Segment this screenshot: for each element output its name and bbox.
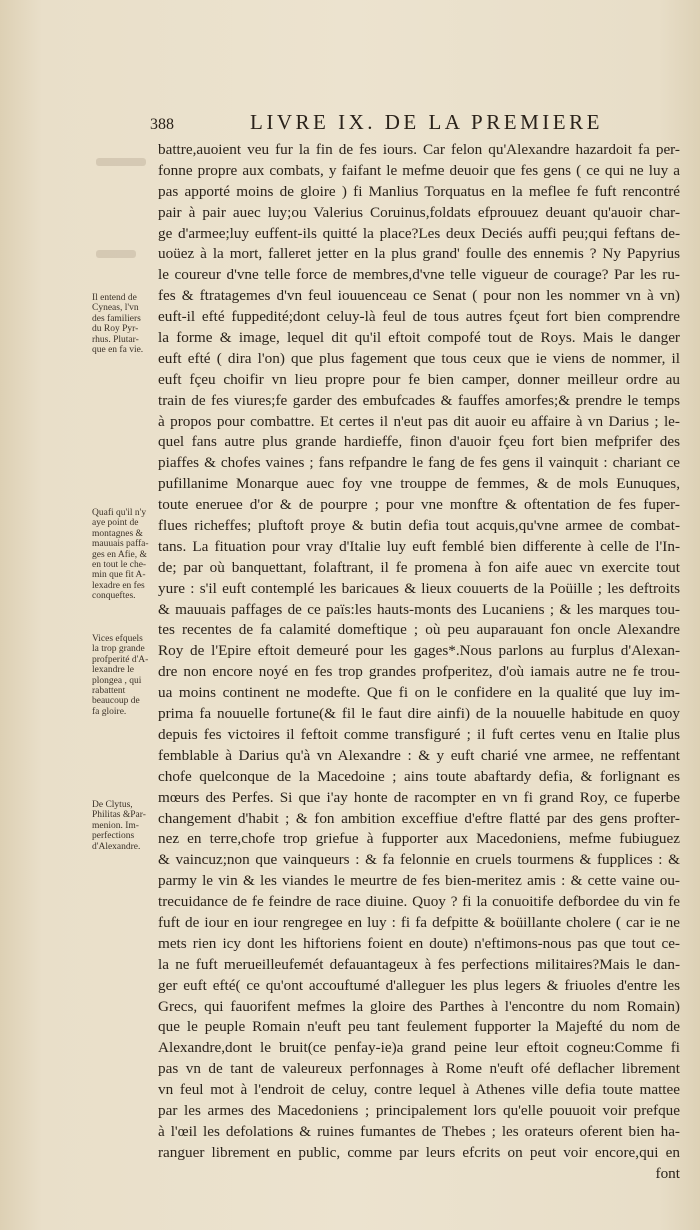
text-line: yure : s'il euft contemplé les baricaues & lieux couuerts de la Poüille ; les deftroits (158, 579, 680, 597)
text-line: Grecs, qui fauorifent mefmes la gloire des Parthes à l'encontre du nom Romain) (158, 997, 680, 1015)
marginal-line: mauuais paffa- (92, 539, 149, 550)
marginal-line: la trop grande (92, 644, 145, 655)
text-line: prima fa nouuelle fortune(& fil le faut dire ainfi) de la nouuelle habitude en quoy (158, 705, 680, 723)
text-line: par les armes des Macedoniens ; principalement lors qu'elle pouuoit voir prefque (158, 1101, 680, 1119)
text-line: battre,auoient veu fur la fin de fes iours. Car felon qu'Alexandre hazardoit fa per- (158, 141, 680, 158)
text-line: la ne fuft merueilleufemét defauantageux à fes perfections militaires?Mais le dan- (158, 955, 680, 973)
marginal-line: plongea , qui (92, 675, 142, 686)
text-line: fuft de iour en iour rengregee en luy : fi fa defpitte & boüillante cholere ( car ie ne (158, 913, 680, 931)
marginal-line: d'Alexandre. (92, 841, 141, 852)
text-line: piaffes & chofes vaines ; fans refpandre le fang de fes gens il vainquit : chariant ce (158, 454, 680, 472)
marginal-line: Vices efquels (92, 634, 143, 644)
marginal-line: beaucoup de (92, 696, 140, 707)
marginal-line: aye point de (92, 518, 139, 529)
text-line: que le peuple Romain n'euft peu tant feulement fupporter la Majefté du nom de (158, 1018, 680, 1036)
marginal-line: des familiers (92, 313, 141, 324)
marginal-line: rabattent (92, 686, 126, 697)
marginal-line: perfections (92, 831, 135, 842)
marginal-note-vices (92, 634, 158, 717)
text-line: ge d'armee;luy euffent-ils quitté la place?Les deux Deciés auffi peu;qui feftans de- (158, 224, 680, 242)
text-line: chofe quelconque de la Macedoine ; ains toute abaftardy defia, & forlignant es (158, 767, 680, 785)
marginal-line: Quafi qu'il n'y (92, 508, 147, 518)
marginal-note-asia (92, 508, 158, 602)
marginal-line: lexadre en fes (92, 580, 145, 591)
text-line: pas apporté moins de gloire ) fi Manlius Torquatus en la meflee fe fuft rencontré (158, 182, 680, 200)
marginal-line: lexandre le (92, 665, 134, 676)
text-line: femblable à Darius qu'à vn Alexandre : & y euft charié vne armee, ne reffentant (158, 746, 680, 764)
text-line: de; par où banquettant, folaftrant, il fe promena à fon aife auec vn exercite tout (158, 558, 680, 576)
text-line: pufillanime Monarque auec foy vne trouppe de femmes, & de mols Eunuques, (158, 475, 680, 493)
marginal-line: en tout le che- (92, 560, 147, 571)
text-line: ranguer librement en public, comme par leurs efcrits on peut voir encore,qui en (158, 1143, 680, 1161)
text-line: uoüez à la mort, falleret jetter en la plus grand' foulle des ennemis ? Ny Papyrius (158, 245, 680, 263)
body-text (158, 140, 680, 1185)
marginal-line: que en fa vie. (92, 345, 144, 356)
marginal-line: profperité d'A- (92, 654, 149, 665)
text-line: Roy de l'Epire eftoit demeuré pour les gages*.Nous parlons au furplus d'Alexan- (158, 642, 680, 660)
text-line: depuis fes victoires il feftoit comme transfiguré ; il fuft certes venu en Italie plus (158, 725, 680, 743)
marginal-note-cyneas (92, 293, 158, 355)
text-line: & vaincuz;non que vainqueurs : & fa felonnie en cruels tourmens & fupplices : & (158, 851, 680, 869)
text-line: changement d'habit ; & fon ambition exceffiue d'eftre flatté par des gens profter- (158, 809, 680, 827)
text-line: mœurs des Perfes. Si que i'ay honte de racompter en vn fi grand Roy, ce fuperbe (158, 788, 680, 806)
running-title: LIVRE IX. DE LA PREMIERE (250, 110, 603, 134)
marginal-line: ges en Afie, & (92, 549, 147, 560)
text-line: flues richeffes; pluftoft proye & butin defia tout acquis,qu'vne armee de combat- (158, 517, 680, 535)
marginal-line: De Clytus, (92, 800, 133, 810)
text-line: tans. La fituation pour vray d'Italie luy euft femblé bien differente à celle de l'In- (158, 537, 680, 555)
catchword: font (655, 1164, 680, 1182)
marginal-line: montagnes & (92, 528, 143, 539)
text-line: toute eneruee d'or & de pourpre ; pour vne monftre & oftentation de fes fuper- (158, 496, 680, 514)
marginal-line: rhus. Plutar- (92, 334, 139, 345)
page-header (150, 110, 690, 138)
text-line: ua moins continent ne modefte. Que fi on le confidere en la qualité que luy im- (158, 684, 680, 702)
text-line: dre non encore noyé en fes trop grandes profperitez, d'où iamais autre ne fe trou- (158, 663, 680, 681)
text-line: vn feul mot à l'endroit de celuy, contre lequel à Athenes ville defia toute mattee (158, 1081, 680, 1099)
text-line: mets rien icy dont les hiftoriens foient en doute) n'eftimons-nous pas que tout ce- (158, 934, 680, 952)
text-line: trecuidance de fe feindre de race diuine. Quoy ? fi la conuoitife defbordee du vin fe (158, 893, 680, 911)
text-line: quel fans autre plus grande hardieffe, finon d'auoir fçeu fort bien mefprifer des (158, 433, 680, 451)
text-line: euft-il efté fuppedité;dont celuy-là feul de tous autres fçeut fort bien comprendre (158, 308, 680, 326)
text-line: le coureur d'vne telle force de membres,d'vne telle vigueur de courage? Par les ru- (158, 266, 680, 284)
text-line: fes & ftratagemes d'vn feul iouuenceau ce Senat ( pour non les nommer vn à vn) (158, 287, 680, 305)
marginal-line: menion. Im- (92, 820, 139, 831)
marginal-line: fa gloire. (92, 706, 127, 717)
text-line: à l'œil les defolations & ruines fumantes de Thebes ; les orateurs oferent bien ha- (158, 1122, 680, 1140)
marginal-line: Cyneas, l'vn (92, 303, 139, 314)
marginal-line: Il entend de (92, 293, 137, 303)
marginal-line: du Roy Pyr- (92, 324, 139, 335)
text-line: fonne propre aux combats, y faifant le mefme deuoir que fes gens ( ce qui ne luy a (158, 161, 680, 179)
text-line: & mauuais paffages de ce païs:les hauts-monts des Lucaniens ; & les marques tou- (158, 600, 680, 618)
text-line: nez en terre,chofe trop griefue à fupporter aux Macedoniens, mefme fubiuguez (158, 830, 680, 848)
text-line: Alexandre,dont le bruit(ce penfay-ie)a grand peine leur eftoit cogneu:Comme fi (158, 1039, 680, 1057)
text-line: train de fes viures;fe garder des embufcades & fauffes amorfes;& prendre le temps (158, 391, 680, 409)
text-line: parmy le vin & les viandes le meurtre de fes bien-meritez amis : & cette vaine ou- (158, 872, 680, 890)
text-line: pair à pair auec luy;ou Valerius Coruinus,foldats efprouuez deuant qu'auoir char- (158, 203, 680, 221)
marginal-line: conqueftes. (92, 591, 136, 602)
text-line: tes recentes de fa calamité domeftique ; où peu auparauant fon oncle Alexandre (158, 621, 680, 639)
ink-blot (96, 250, 136, 258)
text-line: la forme & image, lequel dit qu'il eftoit compofé tout de Roys. Mais le danger (158, 329, 680, 347)
ink-blot (96, 158, 146, 166)
marginal-note-clytus (92, 800, 158, 852)
text-line: à propos pour combattre. Et certes il n'eut pas dit auoir eu affaire à vn Darius ; le- (158, 412, 680, 430)
text-line: ger euft efté( ce qu'ont accouftumé d'alleguer les plus legers & friuoles d'entre les (158, 976, 680, 994)
text-line: euft fçeu choifir vn lieu propre pour fe bien camper, donner meilleur ordre au (158, 370, 680, 388)
page-number: 388 (150, 116, 174, 133)
text-line: euft efté ( dira l'on) que plus fagement que tous ceux que ie viens de nommer, il (158, 349, 680, 367)
marginal-line: min que fit A- (92, 570, 146, 581)
text-line: pas vn de tant de valeureux perfonnages à Rome n'euft ofé deflacher librement (158, 1060, 680, 1078)
marginal-line: Philitas &Par- (92, 810, 146, 821)
